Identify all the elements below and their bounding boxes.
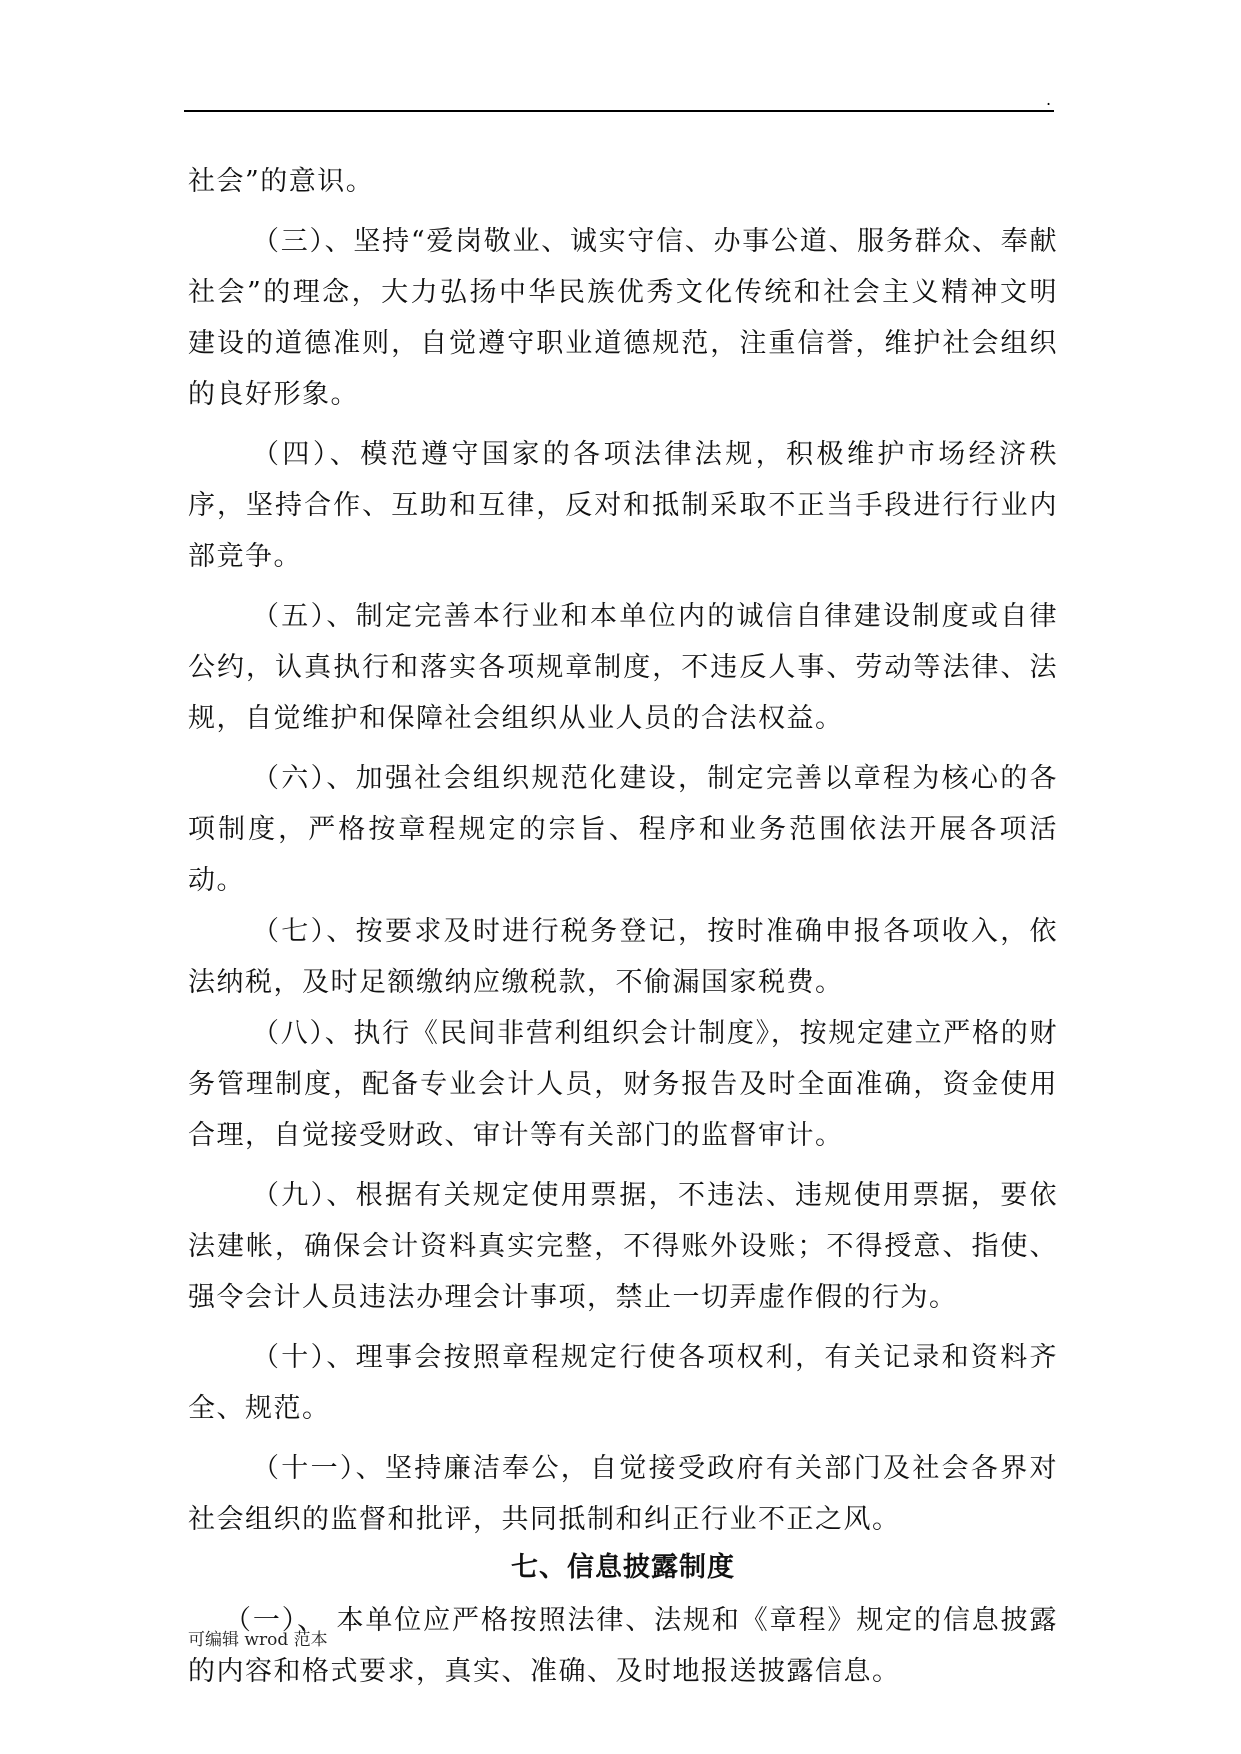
header-rule: [184, 110, 1054, 112]
paragraph-item-5: （五）、制定完善本行业和本单位内的诚信自律建设制度或自律公约，认真执行和落实各项规章制度，不违反人事、劳动等法律、法规，自觉维护和保障社会组织从业人员的合法权益。: [188, 601, 1058, 734]
footer-label: 可编辑 wrod 范本: [188, 1630, 328, 1650]
header-dot: .: [1046, 90, 1052, 109]
paragraph-item-7: （七）、按要求及时进行税务登记，按时准确申报各项收入，依法纳税，及时足额缴纳应缴税款，不偷漏国家税费。: [188, 916, 1058, 998]
paragraph-continuation: 社会”的意识。: [188, 166, 375, 197]
section-heading: 七、信息披露制度: [511, 1552, 735, 1583]
paragraph-item-10: （十）、理事会按照章程规定行使各项权利，有关记录和资料齐全、规范。: [188, 1342, 1058, 1424]
paragraph-item-8: （八）、执行《民间非营利组织会计制度》，按规定建立严格的财务管理制度，配备专业会计人员，财务报告及时全面准确，资金使用合理，自觉接受财政、审计等有关部门的监督审计。: [188, 1018, 1058, 1151]
paragraph-item-9: （九）、根据有关规定使用票据，不违法、违规使用票据，要依法建帐，确保会计资料真实完整，不得账外设账；不得授意、指使、强令会计人员违法办理会计事项，禁止一切弄虚作假的行为。: [188, 1180, 1058, 1313]
document-body: [188, 156, 1058, 1706]
paragraph-disclosure-1: （一）、 本单位应严格按照法律、法规和《章程》规定的信息披露的内容和格式要求，真实、准确、及时地报送披露信息。: [188, 1605, 1058, 1687]
paragraph-item-3: （三）、坚持“爱岗敬业、诚实守信、办事公道、服务群众、奉献社会”的理念，大力弘扬中华民族优秀文化传统和社会主义精神文明建设的道德准则，自觉遵守职业道德规范，注重信誉，维护社会组织的良好形象。: [188, 226, 1058, 410]
paragraph-item-4: （四）、模范遵守国家的各项法律法规，积极维护市场经济秩序，坚持合作、互助和互律，反对和抵制采取不正当手段进行行业内部竞争。: [188, 439, 1058, 572]
paragraph-item-11: （十一）、坚持廉洁奉公，自觉接受政府有关部门及社会各界对社会组织的监督和批评，共同抵制和纠正行业不正之风。: [188, 1453, 1058, 1535]
paragraph-item-6: （六）、加强社会组织规范化建设，制定完善以章程为核心的各项制度，严格按章程规定的宗旨、程序和业务范围依法开展各项活动。: [188, 763, 1058, 896]
